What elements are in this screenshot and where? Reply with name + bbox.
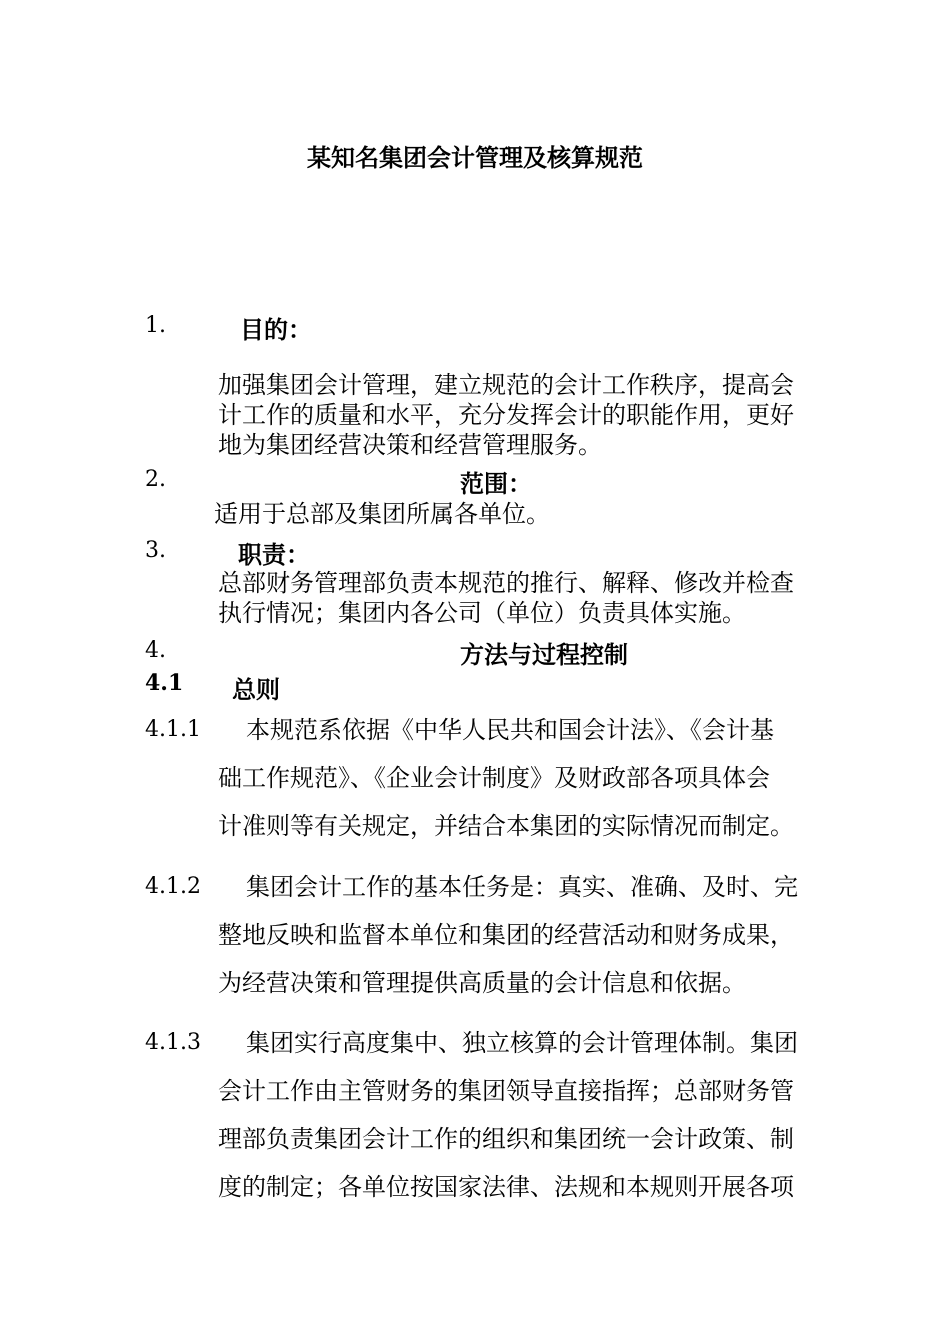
section-1-line: 地为集团经营决策和经营管理服务。 <box>218 431 602 459</box>
section-2-body <box>214 499 550 529</box>
clause-line: 会计工作由主管财务的集团领导直接指挥；总部财务管 <box>218 1077 794 1105</box>
clause-4-1-2-number: 4.1.2 <box>145 874 201 899</box>
clause-4-1-1-body <box>218 706 794 850</box>
section-2-heading: 范围： <box>460 469 532 498</box>
clause-line: 整地反映和监督本单位和集团的经营活动和财务成果， <box>218 921 794 949</box>
section-3-line: 总部财务管理部负责本规范的推行、解释、修改并检查 <box>218 569 794 597</box>
clause-line: 本规范系依据《中华人民共和国会计法》、《会计基 <box>246 716 774 744</box>
section-2-line: 适用于总部及集团所属各单位。 <box>214 500 550 528</box>
section-3-heading: 职责： <box>238 540 310 569</box>
clause-line: 础工作规范》、《企业会计制度》及财政部各项具体会 <box>218 764 770 792</box>
clause-line: 理部负责集团会计工作的组织和集团统一会计政策、制 <box>218 1125 794 1153</box>
subsection-number: 4.1 <box>145 670 184 696</box>
clause-4-1-1-number: 4.1.1 <box>145 717 201 742</box>
section-1-line: 加强集团会计管理，建立规范的会计工作秩序，提高会 <box>218 371 794 399</box>
clause-line: 为经营决策和管理提供高质量的会计信息和依据。 <box>218 969 746 997</box>
section-1-line: 计工作的质量和水平，充分发挥会计的职能作用，更好 <box>218 401 794 429</box>
clause-4-1-2-body <box>218 863 798 1007</box>
section-3-line: 执行情况；集团内各公司（单位）负责具体实施。 <box>218 599 746 627</box>
clause-line: 集团实行高度集中、独立核算的会计管理体制。集团 <box>246 1029 798 1057</box>
subsection-heading: 总则 <box>232 675 280 704</box>
clause-line: 集团会计工作的基本任务是：真实、准确、及时、完 <box>246 873 798 901</box>
section-3-body <box>218 568 794 628</box>
section-2-number: 2. <box>145 467 166 492</box>
clause-4-1-3-body <box>218 1019 798 1211</box>
section-4-number: 4. <box>145 638 166 663</box>
section-1-heading: 目的： <box>240 315 312 344</box>
document-title: 某知名集团会计管理及核算规范 <box>307 143 643 172</box>
section-1-body <box>218 370 794 460</box>
clause-line: 计准则等有关规定，并结合本集团的实际情况而制定。 <box>218 812 794 840</box>
clause-line: 度的制定；各单位按国家法律、法规和本规则开展各项 <box>218 1173 794 1201</box>
clause-4-1-3-number: 4.1.3 <box>145 1030 201 1055</box>
section-4-heading: 方法与过程控制 <box>460 640 628 669</box>
section-3-number: 3. <box>145 538 166 563</box>
section-1-number: 1. <box>145 313 166 338</box>
